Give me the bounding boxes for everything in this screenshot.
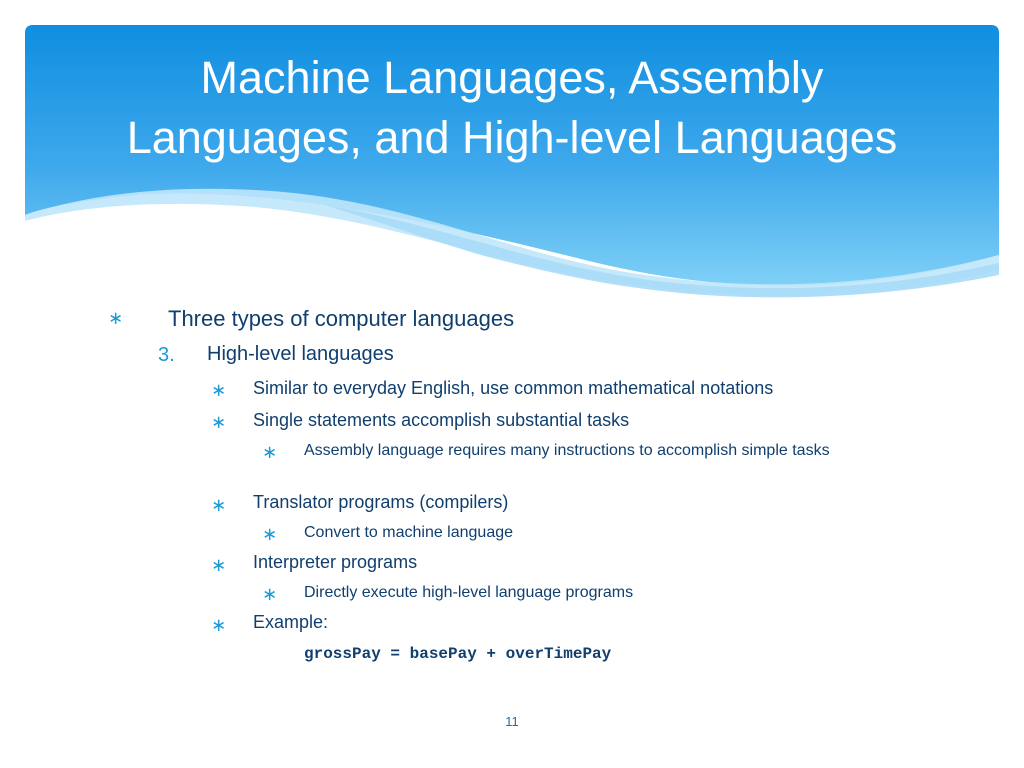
bullet-everyday-english: Similar to everyday English, use common mathematical notations xyxy=(253,378,774,398)
bullet-interpreter-programs: Interpreter programs xyxy=(253,552,418,572)
bullet-marker: ∗ xyxy=(108,308,124,328)
bullet-marker: ∗ xyxy=(262,524,278,544)
bullet-convert-machine: Convert to machine language xyxy=(304,524,514,541)
code-example: grossPay = basePay + overTimePay xyxy=(304,645,612,663)
bullet-example: Example: xyxy=(253,612,329,632)
bullet-marker: ∗ xyxy=(262,442,278,462)
bullet-directly-execute: Directly execute high-level language programs xyxy=(304,584,634,601)
bullet-marker: ∗ xyxy=(211,412,227,432)
numbered-marker: 3. xyxy=(158,344,175,366)
bullet-assembly-requires: Assembly language requires many instructions to accomplish simple tasks xyxy=(304,442,830,459)
bullet-marker: ∗ xyxy=(211,555,227,575)
bullet-marker: ∗ xyxy=(211,615,227,635)
title-line-2: Languages, and High-level Languages xyxy=(126,112,898,163)
bullet-high-level: High-level languages xyxy=(207,343,394,365)
bullet-translator-programs: Translator programs (compilers) xyxy=(253,492,509,512)
bullet-three-types: Three types of computer languages xyxy=(168,306,515,331)
bullet-marker: ∗ xyxy=(211,380,227,400)
bullet-marker: ∗ xyxy=(211,495,227,515)
bullet-single-statements: Single statements accomplish substantial tasks xyxy=(253,410,630,430)
title-line-1: Machine Languages, Assembly xyxy=(200,52,824,103)
page-number: 11 xyxy=(505,714,519,729)
bullet-marker: ∗ xyxy=(262,584,278,604)
